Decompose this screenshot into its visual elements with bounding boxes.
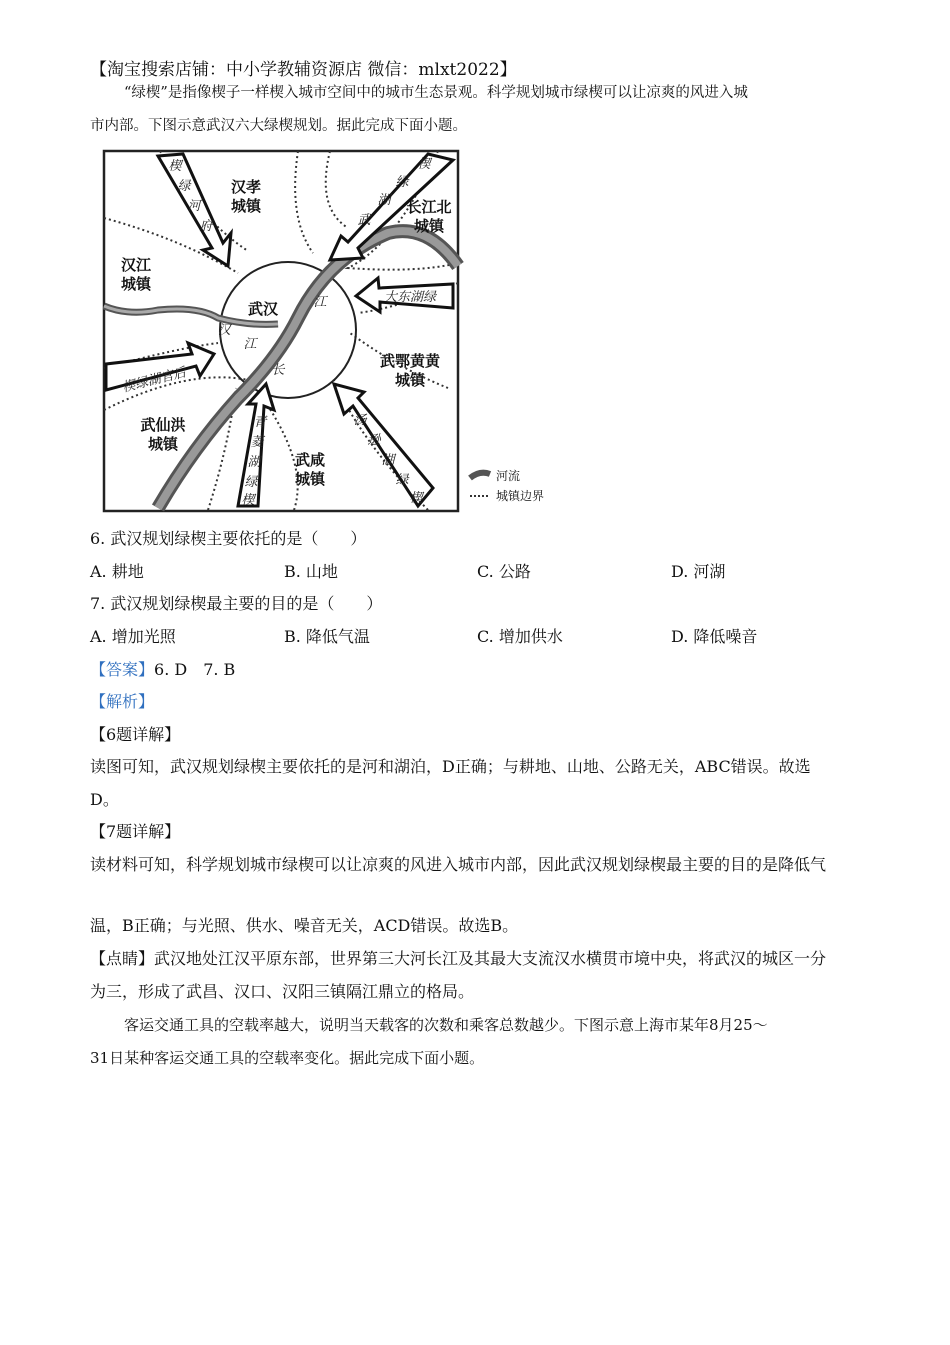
town-wuxianhong-2: 城镇 [147,435,179,453]
d7-title: 【7题详解】 [90,822,181,841]
wedge-tangxun-3: 湖 [381,453,395,468]
answer-label: 【答案】 [90,660,155,679]
wedge-qingling-2: 菱 [250,435,264,450]
answer-line [90,660,235,680]
shop-notice: 【淘宝搜索店铺：中小学教辅资源店 微信：mlxt2022】 [90,60,517,80]
river-label-hanjiang: 江 [243,337,257,352]
wedge-fuhe-3: 河 [187,199,201,214]
wedge-wuhu-1: 楔 [417,157,431,172]
q7-option-b: B. 降低气温 [284,627,370,646]
wedge-tangxun-4: 绿 [395,473,409,488]
d7-line-1: 读材料可知，科学规划城市绿楔可以让凉爽的风进入城市内部，因此武汉规划绿楔最主要的目的是降低气 [90,855,827,874]
intro-line-1: “绿楔”是指像楔子一样楔入城市空间中的城市生态景观。科学规划城市绿楔可以让凉爽的风进入城 [124,85,748,101]
town-wehh-2: 城镇 [394,371,426,389]
river-label-han: 汉 [217,323,231,338]
wedge-guandi: 楔绿湖官后 [121,365,188,396]
town-changjiangbei-2: 城镇 [413,217,445,235]
town-wuhan: 武汉 [247,300,279,318]
q7-option-c: C. 增加供水 [477,627,563,646]
legend-boundary-label: 城镇边界 [496,489,545,503]
q7-option-a: A. 增加光照 [90,627,176,646]
wedge-qingling-5: 楔 [241,493,255,508]
wedge-qingling-1: 青 [253,415,267,430]
wedge-tangxun-1: 汤 [353,413,367,428]
tip-line-2: 为三，形成了武昌、汉口、汉阳三镇隔江鼎立的格局。 [90,982,475,1001]
town-wuxian-2: 城镇 [294,470,326,488]
river-label-chang: 长 [271,363,285,378]
town-hanxiao-2: 城镇 [230,197,262,215]
d6-title: 【6题详解】 [90,725,181,744]
wedge-qingling-4: 绿 [244,475,258,490]
wedge-fuhe-2: 绿 [177,179,191,194]
q6-stem: 6. 武汉规划绿楔主要依托的是（ ） [90,529,367,548]
town-changjiangbei-1: 长江北 [406,198,452,216]
tip-line-1: 【点睛】武汉地处江汉平原东部，世界第三大河长江及其最大支流汉水横贯市境中央，将武汉的城区一分 [90,949,827,968]
town-hanxiao-1: 汉孝 [230,178,262,196]
wedge-tangxun-2: 逊 [367,433,381,448]
wedge-wuhu-2: 绿 [395,175,409,190]
q6-option-c: C. 公路 [477,562,531,581]
legend-river-label: 河流 [496,469,521,483]
town-wuxianhong-1: 武仙洪 [140,416,186,434]
answer-value: 6. D 7. B [154,660,236,679]
town-hanjiang-2: 城镇 [120,275,152,293]
wedge-qingling-3: 湖 [247,455,261,470]
wedge-dahu: 大东湖绿 [383,290,437,305]
intro2-line-1: 客运交通工具的空载率越大，说明当天载客的次数和乘客总数越少。下图示意上海市某年8月25～ [124,1016,768,1034]
wedge-wuhu-4: 武 [357,213,371,228]
wedge-wuhu-3: 湖 [377,193,391,208]
q6-option-d: D. 河湖 [671,562,726,581]
town-wuxian-1: 武咸 [294,451,326,469]
intro2-line-2: 31日某种客运交通工具的空载率变化。据此完成下面小题。 [90,1049,485,1067]
legend-river-symbol [470,473,490,478]
d6-line-1: 读图可知，武汉规划绿楔主要依托的是河和湖泊，D正确；与耕地、山地、公路无关，ABC错误。故选 [90,757,811,776]
d7-line-2: 温，B正确；与光照、供水、噪音无关，ACD错误。故选B。 [90,916,519,935]
d6-line-2: D。 [90,790,119,809]
wedge-fuhe-4: 府 [199,219,213,234]
q6-option-a: A. 耕地 [90,562,144,581]
q7-option-d: D. 降低噪音 [671,627,758,646]
analysis-label: 【解析】 [90,692,155,711]
intro-line-2: 市内部。下图示意武汉六大绿楔规划。据此完成下面小题。 [90,118,467,134]
wedge-tangxun-5: 楔 [409,491,423,506]
town-hanjiang-1: 汉江 [120,256,152,274]
town-wehh-1: 武鄂黄黄 [379,352,441,370]
river-label-jiang: 江 [313,295,327,310]
q6-option-b: B. 山地 [284,562,338,581]
wuhan-green-wedge-map [98,148,558,516]
wedge-fuhe-1: 楔 [168,159,182,174]
q7-stem: 7. 武汉规划绿楔最主要的目的是（ ） [90,594,383,613]
